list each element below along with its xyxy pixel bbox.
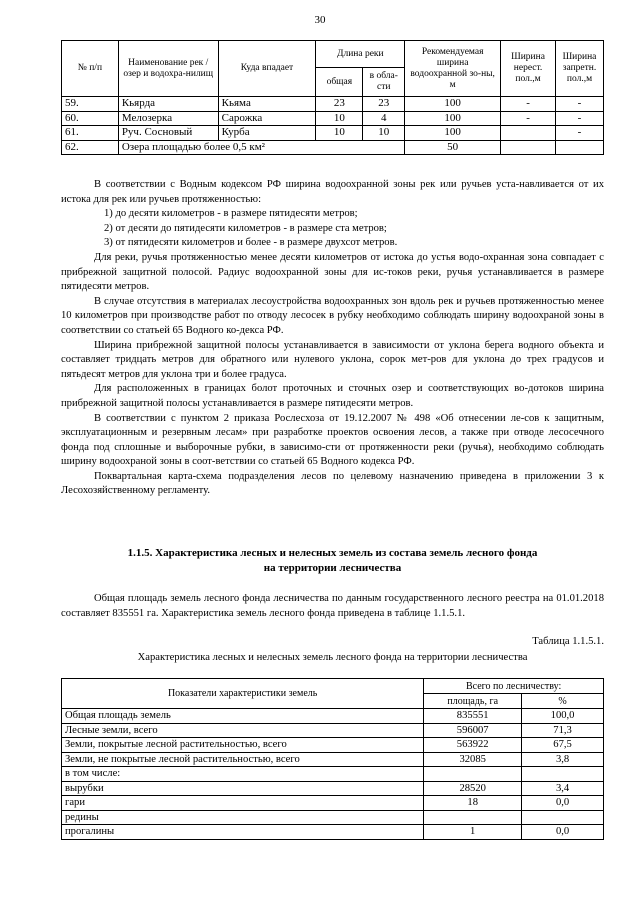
cell-indicator: редины xyxy=(62,810,424,825)
list-item: 1) до десяти километров - в размере пятидесяти метров; xyxy=(104,208,358,220)
cell-percent: 0,0 xyxy=(522,825,604,840)
cell-indicator: Общая площадь земель xyxy=(62,709,424,724)
body-text xyxy=(61,178,604,499)
header-total: Всего по лесничеству: xyxy=(424,679,604,694)
cell-forbid: - xyxy=(556,97,604,112)
cell-name: Руч. Сосновый xyxy=(118,126,218,141)
cell-spawn: - xyxy=(501,97,556,112)
table-row xyxy=(62,709,604,724)
cell-area: 1 xyxy=(424,825,522,840)
header-num: № п/п xyxy=(62,41,119,97)
cell-num: 59. xyxy=(62,97,119,112)
cell-area: 835551 xyxy=(424,709,522,724)
table-row xyxy=(62,781,604,796)
cell-percent: 3,8 xyxy=(522,752,604,767)
cell-forbid: - xyxy=(556,126,604,141)
cell-num: 61. xyxy=(62,126,119,141)
table-row xyxy=(62,825,604,840)
header-area: площадь, га xyxy=(424,694,522,709)
cell-area: 18 xyxy=(424,796,522,811)
cell-num: 62. xyxy=(62,140,119,155)
header-zone: Рекомендуемая ширина водоохранной зо-ны, м xyxy=(405,41,501,97)
cell-indicator: Земли, покрытые лесной растительностью, всего xyxy=(62,738,424,753)
land-header-row xyxy=(62,679,604,694)
cell-area xyxy=(424,767,522,782)
paragraph: Ширина прибрежной защитной полосы устанавливается в зависимости от уклона берега водного объекта и составляет тридцать метров для обратного или нулевого уклона, сорок мет-ров для уклона до трех градусов и пятьдесят метров для уклона три и более градуса. xyxy=(61,339,604,380)
cell-zone: 50 xyxy=(405,140,501,155)
cell-forbid: - xyxy=(556,111,604,126)
cell-num: 60. xyxy=(62,111,119,126)
header-name: Наименование рек / озер и водохра-нилищ xyxy=(118,41,218,97)
table-row xyxy=(62,140,604,155)
table-number: Таблица 1.1.5.1. xyxy=(532,636,604,647)
cell-area: 28520 xyxy=(424,781,522,796)
page-number: 30 xyxy=(314,14,326,26)
cell-zone: 100 xyxy=(405,97,501,112)
paragraph: В соответствии с Водным кодексом РФ ширина водоохранной зоны рек или ручьев уста-навливается от их истока для рек или ручьев протяженностью: xyxy=(61,179,604,205)
cell-zone: 100 xyxy=(405,126,501,141)
header-inflow: Куда впадает xyxy=(218,41,316,97)
table-row xyxy=(62,767,604,782)
cell-zone: 100 xyxy=(405,111,501,126)
header-forbid: Ширина запретн. пол.,м xyxy=(556,41,604,97)
cell-percent: 67,5 xyxy=(522,738,604,753)
cell-total: 10 xyxy=(316,111,363,126)
paragraph: В соответствии с пунктом 2 приказа Рослесхоза от 19.12.2007 № 498 «Об отнесении ле-сов к защитным, эксплуатационным и резервным лесам» при разработке проектов освоения лесов, а также при отводе лесосечного фонда под сплошные и выборочные рубки, в зависимо-сти от протяженности реки (ручья), необходимо соблюдать ширину водоохраной зоны в соот-ветствии со статьей 65 Водного кодекса РФ. xyxy=(61,412,604,468)
cell-indicator: Лесные земли, всего xyxy=(62,723,424,738)
cell-region: 23 xyxy=(363,97,405,112)
cell-indicator: прогалины xyxy=(62,825,424,840)
header-len-region: в обла-сти xyxy=(363,68,405,97)
cell-percent: 71,3 xyxy=(522,723,604,738)
cell-inflow: Курба xyxy=(218,126,316,141)
cell-area: 32085 xyxy=(424,752,522,767)
table-row xyxy=(62,796,604,811)
cell-area xyxy=(424,810,522,825)
cell-percent xyxy=(522,767,604,782)
cell-total: 23 xyxy=(316,97,363,112)
section-heading-line: 1.1.5. Характеристика лесных и нелесных земель из состава земель лесного фонда xyxy=(127,547,538,559)
section-heading xyxy=(61,546,604,575)
cell-indicator: вырубки xyxy=(62,781,424,796)
header-indicator: Показатели характеристики земель xyxy=(62,679,424,709)
table-row xyxy=(62,97,604,112)
section-heading-line: на территории лесничества xyxy=(263,561,402,574)
paragraph: Для расположенных в границах болот проточных и сточных озер и соответствующих во-дотоков ширина прибрежной защитной полосы устанавливается в размере пятидесяти метров. xyxy=(61,383,604,409)
cell-percent: 3,4 xyxy=(522,781,604,796)
header-percent: % xyxy=(522,694,604,709)
cell-spawn xyxy=(501,140,556,155)
list-item: 2) от десяти до пятидесяти километров - в размере ста метров; xyxy=(104,222,387,234)
cell-percent: 0,0 xyxy=(522,796,604,811)
table-row xyxy=(62,723,604,738)
table-row xyxy=(62,752,604,767)
paragraph: В случае отсутствия в материалах лесоустройства водоохранных зон вдоль рек и ручьев протяженностью менее 10 километров при производстве работ по отводу лесосек в рубку необходимо соблюдать ширину водоохраной зоны в соответствии со статьей 65 Водного ко-декса РФ. xyxy=(61,295,604,336)
cell-spawn: - xyxy=(501,111,556,126)
table-row xyxy=(62,111,604,126)
cell-total: 10 xyxy=(316,126,363,141)
table-row xyxy=(62,738,604,753)
header-len-total: общая xyxy=(316,68,363,97)
table-row xyxy=(62,126,604,141)
cell-region: 4 xyxy=(363,111,405,126)
paragraph: Поквартальная карта-схема подразделения лесов по целевому назначению приведена в приложении 3 к Лесохозяйственному регламенту. xyxy=(61,470,604,497)
cell-indicator: в том числе: xyxy=(62,767,424,782)
paragraph: Для реки, ручья протяженностью менее десяти километров от истока до устья водо-охранная зона совпадает с прибрежной защитной полосой. Радиус водоохранной зоны для ис-токов реки, ручья устанавливается в размере пятидесяти метров. xyxy=(61,251,604,293)
header-spawn: Ширина нерест. пол.,м xyxy=(501,41,556,97)
cell-name: Мелозерка xyxy=(118,111,218,126)
cell-spawn xyxy=(501,126,556,141)
cell-inflow: Кьяма xyxy=(218,97,316,112)
rivers-header-row xyxy=(62,41,604,68)
cell-percent xyxy=(522,810,604,825)
cell-percent: 100,0 xyxy=(522,709,604,724)
cell-name: Кьярда xyxy=(118,97,218,112)
rivers-table xyxy=(61,40,604,155)
cell-indicator: Земли, не покрытые лесной растительностью, всего xyxy=(62,752,424,767)
cell-name: Озера площадью более 0,5 км² xyxy=(118,140,404,155)
list-item: 3) от пятидесяти километров и более - в размере двухсот метров. xyxy=(104,237,398,249)
cell-inflow: Сарожка xyxy=(218,111,316,126)
table-caption: Характеристика лесных и нелесных земель лесного фонда на территории лесничества xyxy=(137,652,528,663)
section-paragraph: Общая площадь земель лесного фонда лесничества по данным государственного лесного реестра на 01.01.2018 составляет 835551 га. Характеристика земель лесного фонда приведена в таблице 1.1.5.1. xyxy=(61,593,604,619)
land-table xyxy=(61,678,604,840)
table-row xyxy=(62,810,604,825)
cell-area: 596007 xyxy=(424,723,522,738)
cell-area: 563922 xyxy=(424,738,522,753)
cell-indicator: гари xyxy=(62,796,424,811)
cell-region: 10 xyxy=(363,126,405,141)
header-length: Длина реки xyxy=(316,41,405,68)
cell-forbid xyxy=(556,140,604,155)
